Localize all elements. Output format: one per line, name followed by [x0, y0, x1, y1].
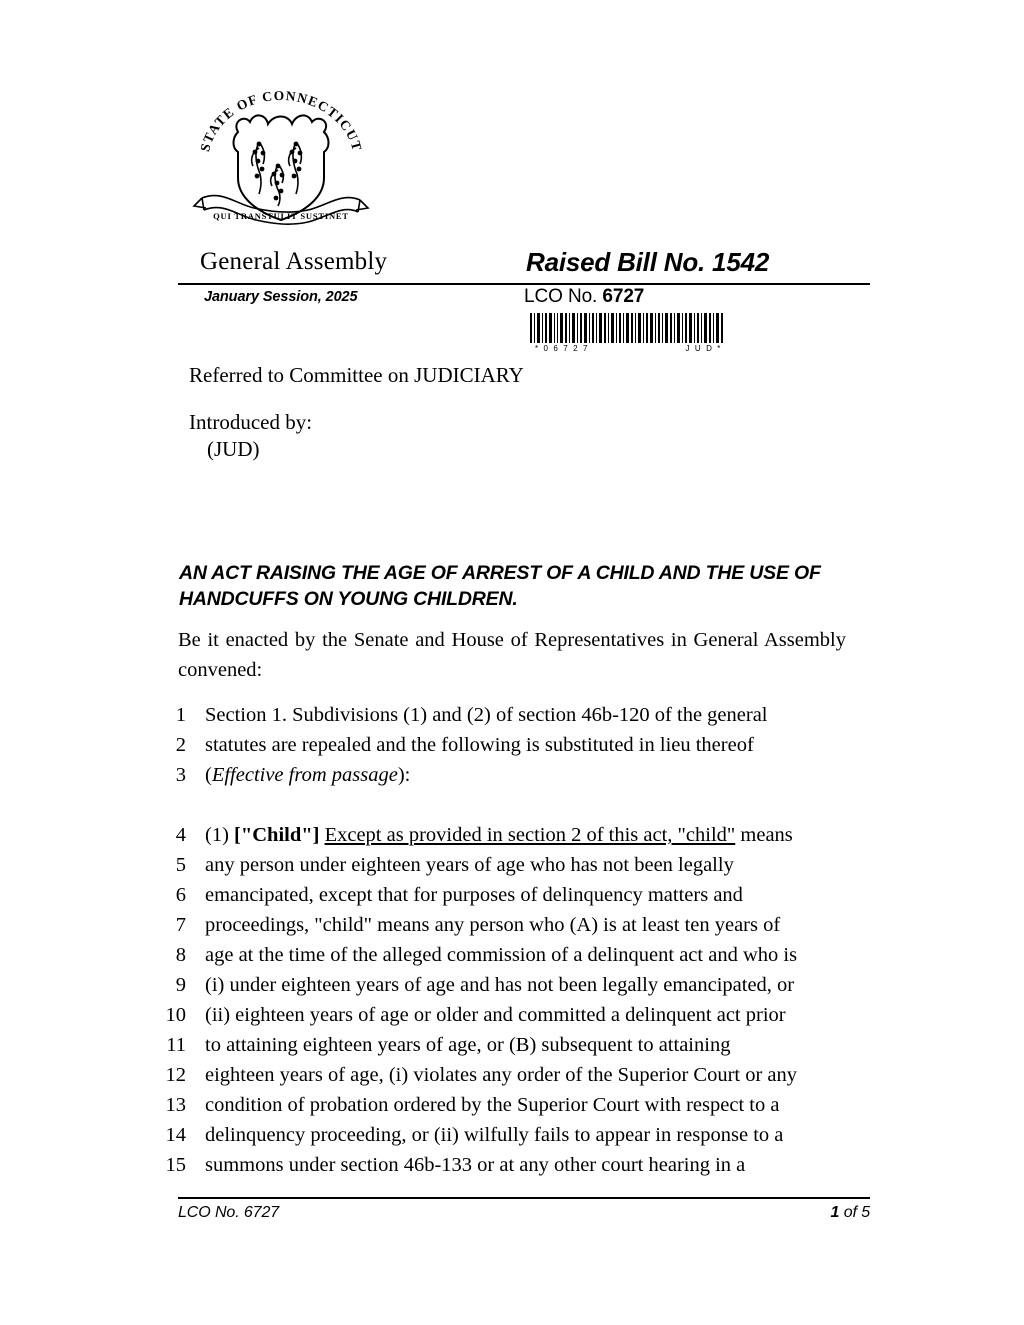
line-text — [205, 1060, 846, 1090]
line-text — [205, 1090, 846, 1120]
lco-prefix: LCO No. — [524, 286, 598, 307]
line-text-segment: (i) under eighteen years of age and has not been legally emancipated, or — [205, 974, 795, 996]
bill-line — [160, 1090, 860, 1120]
bracketed-deleted-text: ["Child"] — [234, 824, 320, 846]
line-text — [205, 700, 846, 730]
line-text-segment: delinquency proceeding, or (ii) wilfully fails to appear in response to a — [205, 1124, 784, 1146]
svg-text:QUI TRANSTULIT SUSTINET: QUI TRANSTULIT SUSTINET — [213, 211, 349, 221]
introduced-by-value: (JUD) — [207, 437, 260, 461]
line-number: 6 — [175, 884, 186, 906]
referred-to-committee: Referred to Committee on JUDICIARY — [189, 363, 524, 387]
bill-line — [160, 760, 860, 790]
line-text-segment: statutes are repealed and the following is substituted in lieu thereof — [205, 734, 754, 756]
line-number: 3 — [175, 764, 186, 786]
line-text-segment: emancipated, except that for purposes of delinquency matters and — [205, 884, 743, 906]
line-text — [205, 1030, 846, 1060]
underlined-new-text: Except as provided in section 2 of this act, "child" — [324, 824, 736, 846]
line-text — [205, 940, 846, 970]
session-label: January Session, 2025 — [204, 289, 358, 305]
effective-date-note: Effective from passage — [211, 764, 398, 786]
line-text-segment: to attaining eighteen years of age, or (B) subsequent to attaining — [205, 1034, 731, 1056]
bill-line — [160, 880, 860, 910]
line-number: 5 — [175, 854, 186, 876]
bill-number-title: Raised Bill No. 1542 — [526, 247, 770, 277]
line-text-segment: proceedings, "child" means any person who (A) is at least ten years of — [205, 914, 781, 936]
lco-number-label — [524, 286, 644, 308]
barcode-caption — [529, 344, 724, 356]
enacting-clause: Be it enacted by the Senate and House of Representatives in General Assembly convened: — [178, 629, 846, 681]
line-text-segment: ( — [205, 764, 212, 786]
line-text-segment: condition of probation ordered by the Superior Court with respect to a — [205, 1094, 780, 1116]
line-text — [205, 850, 846, 880]
bill-line — [160, 1150, 860, 1180]
footer-page-number — [831, 1204, 870, 1222]
line-text — [205, 1000, 846, 1030]
svg-text:STATE OF CONNECTICUT: STATE OF CONNECTICUT — [197, 87, 365, 154]
footer-lco-number: LCO No. 6727 — [178, 1204, 280, 1221]
line-text-segment: means — [735, 824, 793, 846]
introduced-by-label: Introduced by: — [189, 410, 313, 434]
barcode-caption-left: * 0 6 7 2 7 — [535, 344, 590, 353]
line-number: 9 — [175, 974, 186, 996]
line-text-segment: Section 1. Subdivisions (1) and (2) of section 46b-120 of the general — [205, 704, 768, 726]
line-text-segment: ): — [397, 764, 411, 786]
bill-line — [160, 850, 860, 880]
line-text-segment: (ii) eighteen years of age or older and committed a delinquent act prior — [205, 1004, 786, 1026]
line-number: 11 — [166, 1034, 186, 1056]
line-text — [205, 1150, 846, 1180]
line-number: 8 — [175, 944, 186, 966]
line-text-segment: age at the time of the alleged commission of a delinquent act and who is — [205, 944, 798, 966]
line-text — [205, 730, 846, 760]
masthead — [178, 246, 870, 286]
chamber-title: General Assembly — [200, 248, 388, 275]
line-number: 4 — [175, 824, 186, 846]
line-number: 12 — [165, 1064, 186, 1086]
state-seal-icon — [192, 86, 370, 238]
act-title: AN ACT RAISING THE AGE OF ARREST OF A CHILD AND THE USE OF HANDCUFFS ON YOUNG CHILDREN. — [179, 562, 821, 610]
line-text-segment: eighteen years of age, (i) violates any order of the Superior Court or any — [205, 1064, 798, 1086]
line-text — [205, 970, 846, 1000]
line-text — [205, 910, 846, 940]
masthead-divider — [178, 283, 870, 285]
bill-line — [160, 700, 860, 730]
bill-line — [160, 910, 860, 940]
line-number: 13 — [165, 1094, 186, 1116]
line-number: 1 — [175, 704, 186, 726]
bill-line — [160, 730, 860, 760]
barcode — [529, 313, 724, 356]
line-text — [205, 820, 846, 850]
bill-line — [160, 970, 860, 1000]
line-number: 7 — [175, 914, 186, 936]
line-number: 14 — [165, 1124, 186, 1146]
bill-line — [160, 1030, 860, 1060]
line-number: 15 — [165, 1154, 186, 1176]
line-text-segment: summons under section 46b-133 or at any other court hearing in a — [205, 1154, 746, 1176]
bill-line — [160, 1120, 860, 1150]
bill-line — [160, 820, 860, 850]
bill-line — [160, 940, 860, 970]
line-text — [205, 1120, 846, 1150]
footer-page-suffix: of 5 — [843, 1204, 870, 1221]
line-number: 2 — [175, 734, 186, 756]
bill-line — [160, 1060, 860, 1090]
barcode-caption-right: J U D * — [685, 344, 722, 353]
bill-line — [160, 1000, 860, 1030]
line-text — [205, 880, 846, 910]
paragraph-gap — [160, 790, 860, 820]
lco-value: 6727 — [602, 286, 645, 307]
line-text-segment: (1) — [205, 824, 235, 846]
bill-body — [160, 700, 860, 1180]
line-number: 10 — [165, 1004, 186, 1026]
footer-divider — [178, 1197, 870, 1199]
footer-page-current: 1 — [830, 1204, 840, 1221]
line-text-segment: any person under eighteen years of age who has not been legally — [205, 854, 734, 876]
line-text — [205, 760, 846, 790]
